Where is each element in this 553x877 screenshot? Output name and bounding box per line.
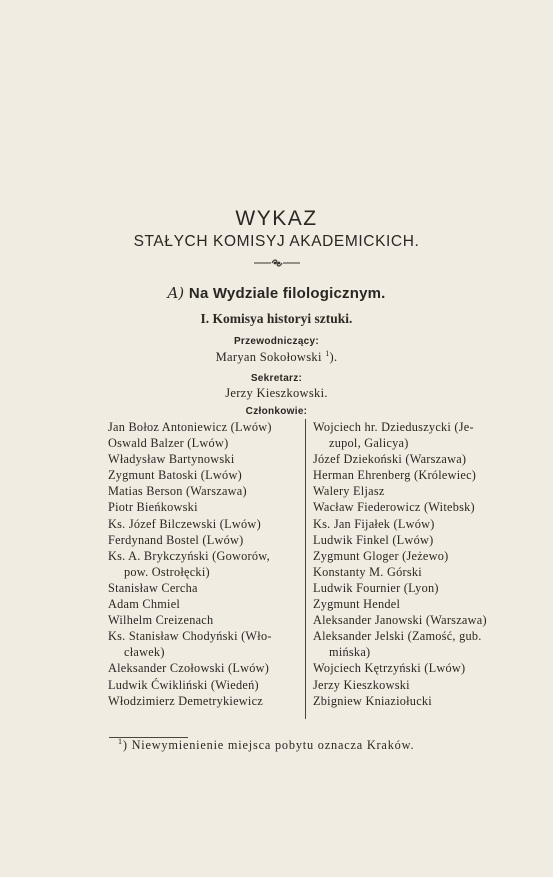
section-letter: A) — [167, 284, 185, 302]
member-entry: Ludwik Finkel (Lwów) — [313, 532, 434, 547]
chairman-footnote-marker: 1 — [325, 349, 330, 358]
member-entry: Aleksander Janowski (Warszawa) — [313, 613, 487, 628]
chairman-name — [0, 349, 553, 365]
member-entry: Wojciech hr. Dzieduszycki (Je- — [313, 420, 474, 434]
member-entry: Ludwik Ćwikliński (Wiedeń) — [108, 677, 259, 692]
member-entry: Oswald Balzer (Lwów) — [108, 436, 229, 451]
ornament-divider-icon — [254, 258, 300, 268]
footnote-text: Niewymienienie miejsca pobytu oznacza Kraków. — [131, 738, 415, 753]
member-entry: Zygmunt Gloger (Jeżewo) — [313, 548, 449, 563]
member-entry: Józef Dziekoński (Warszawa) — [313, 452, 467, 467]
footnote-paren: ) — [122, 738, 128, 753]
member-entry: Wilhelm Creizenach — [108, 613, 214, 628]
member-entry: Zygmunt Batoski (Lwów) — [108, 468, 242, 483]
chairman-text: Maryan Sokołowski — [215, 350, 322, 365]
member-entry: Herman Ehrenberg (Królewiec) — [313, 468, 477, 483]
page-subtitle: STAŁYCH KOMISYJ AKADEMICKICH. — [133, 233, 420, 250]
member-entry: Władysław Bartynowski — [108, 452, 235, 467]
member-entry: Piotr Bieńkowski — [108, 500, 198, 515]
member-entry: Jerzy Kieszkowski — [313, 677, 410, 692]
member-entry: Konstanty M. Górski — [313, 564, 422, 579]
section-heading — [0, 284, 553, 302]
chairman-suffix: ). — [329, 350, 338, 365]
member-entry: zupol, Galicya) — [329, 436, 409, 451]
footnote — [118, 737, 478, 753]
member-entry: pow. Ostrołęcki) — [124, 564, 210, 579]
member-entry: Adam Chmiel — [108, 597, 181, 612]
member-entry: Jan Bołoz Antoniewicz (Lwów) — [108, 420, 272, 434]
member-entry: Aleksander Czołowski (Lwów) — [108, 661, 270, 676]
member-entry: Włodzimierz Demetrykiewicz — [108, 693, 264, 708]
page-title: WYKAZ — [235, 207, 318, 230]
column-divider — [305, 419, 306, 719]
footnote-marker: 1 — [118, 737, 123, 746]
members-label: Członkowie: — [245, 406, 308, 417]
member-entry: Zygmunt Hendel — [313, 597, 401, 612]
commission-title: I. Komisya historyi sztuki. — [200, 311, 353, 326]
member-entry: cławek) — [124, 645, 165, 660]
member-entry: Ks. Jan Fijałek (Lwów) — [313, 516, 435, 531]
member-entry: Ks. A. Brykczyński (Goworów, — [108, 548, 270, 563]
member-entry: Ks. Stanisław Chodyński (Wło- — [108, 629, 272, 644]
chairman-label: Przewodniczący: — [233, 336, 320, 347]
member-entry: Aleksander Jelski (Zamość, gub. — [313, 629, 482, 644]
member-entry: Wacław Fiederowicz (Witebsk) — [313, 500, 475, 515]
secretary-name: Jerzy Kieszkowski. — [225, 386, 328, 400]
member-entry: Stanisław Cercha — [108, 580, 198, 595]
section-name: Na Wydziale filologicznym. — [188, 285, 386, 302]
member-entry: Ferdynand Bostel (Lwów) — [108, 532, 244, 547]
member-entry: Ludwik Fournier (Lyon) — [313, 580, 439, 595]
member-entry: mińska) — [329, 645, 371, 660]
member-entry: Matias Berson (Warszawa) — [108, 484, 247, 499]
secretary-label: Sekretarz: — [250, 373, 303, 384]
members-column-left — [108, 419, 308, 709]
member-entry: Zbigniew Kniaziołucki — [313, 693, 432, 708]
member-entry: Ks. Józef Bilczewski (Lwów) — [108, 516, 261, 531]
member-entry: Walery Eljasz — [313, 484, 385, 499]
members-column-right — [313, 419, 518, 709]
member-entry: Wojciech Kętrzyński (Lwów) — [313, 661, 466, 676]
